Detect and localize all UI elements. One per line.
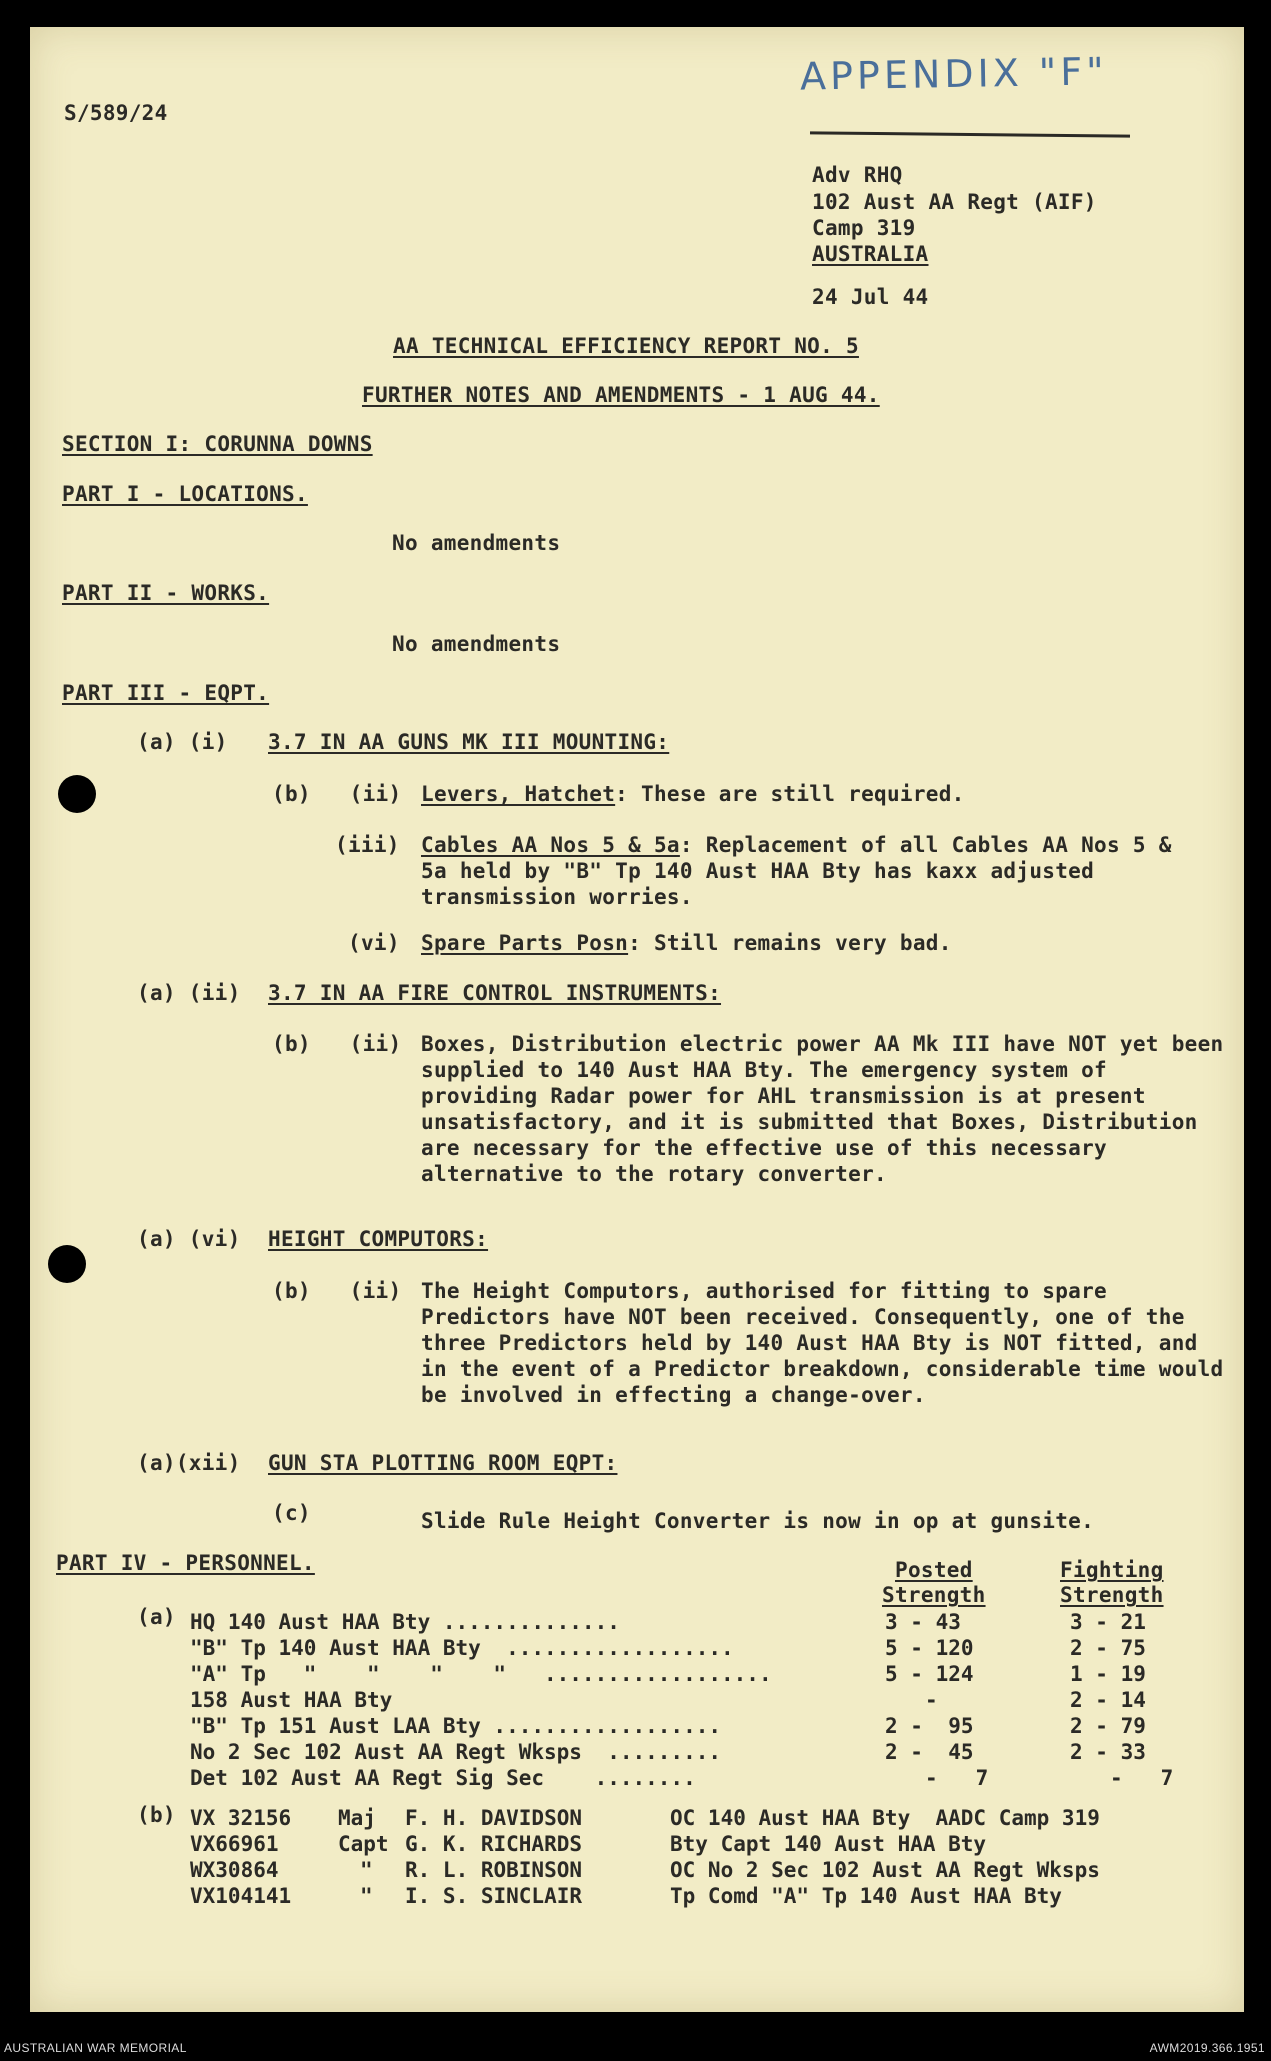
officer-name: G. K. RICHARDS: [405, 1832, 583, 1856]
item-body: The Height Computors, authorised for fitting to spare Predictors have NOT been received. Consequently, one of the three Predictors held by 140 Aust HAA Bty is NOT fitted, and in the event of a Predictor breakdown, considerable time would be involved in effecting a change-over.: [421, 1279, 1224, 1407]
item-body: : These are still required.: [615, 782, 965, 806]
address-line: AUSTRALIA: [812, 242, 929, 266]
item-heading: Spare Parts Posn: [421, 931, 629, 955]
fighting-strength: 1 - 19: [1070, 1662, 1146, 1686]
officer-name: F. H. DAVIDSON: [405, 1806, 583, 1830]
posted-strength: 5 - 124: [885, 1662, 974, 1686]
file-reference: S/589/24: [64, 101, 168, 125]
item-text: [421, 832, 1201, 910]
report-date: 24 Jul 44: [812, 285, 929, 309]
item-text: [421, 781, 965, 807]
unit-name: "B" Tp 151 Aust LAA Bty ..................: [190, 1714, 722, 1738]
posted-strength: 2 - 95: [885, 1714, 974, 1738]
item-body: Slide Rule Height Converter is now in op at gunsite.: [421, 1509, 1095, 1533]
item-label: (a)(xii): [137, 1451, 241, 1475]
part1-text: No amendments: [392, 531, 561, 555]
item-heading: GUN STA PLOTTING ROOM EQPT:: [268, 1451, 618, 1475]
unit-name: Det 102 Aust AA Regt Sig Sec ........: [190, 1766, 696, 1790]
list-item: [190, 1884, 1190, 1910]
punch-hole: [48, 1245, 86, 1283]
item-body: : Still remains very bad.: [628, 931, 952, 955]
officer-role: Tp Comd "A" Tp 140 Aust HAA Bty: [670, 1884, 1062, 1908]
officer-role: Bty Capt 140 Aust HAA Bty: [670, 1832, 987, 1856]
officer-role: OC No 2 Sec 102 Aust AA Regt Wksps: [670, 1858, 1100, 1882]
officer-name: R. L. ROBINSON: [405, 1858, 583, 1882]
unit-name: "B" Tp 140 Aust HAA Bty ..................: [190, 1636, 734, 1660]
address-line: Adv RHQ: [812, 163, 903, 187]
item-label: (c): [272, 1501, 311, 1525]
item-heading: Cables AA Nos 5 & 5a: [421, 833, 680, 857]
part1-heading: PART I - LOCATIONS.: [62, 482, 308, 506]
service-number: VX104141: [190, 1884, 292, 1908]
address-line: Camp 319: [812, 216, 916, 240]
posted-strength: -: [925, 1688, 938, 1712]
item-label: (vi): [348, 931, 400, 955]
fighting-strength: 2 - 75: [1070, 1636, 1146, 1660]
table-row: [190, 1610, 1190, 1636]
part4-heading: PART IV - PERSONNEL.: [56, 1551, 315, 1575]
officer-name: I. S. SINCLAIR: [405, 1884, 583, 1908]
handwritten-appendix-note: APPENDIX "F": [799, 49, 1109, 99]
list-item: [190, 1858, 1190, 1884]
fighting-strength: 2 - 79: [1070, 1714, 1146, 1738]
service-number: VX66961: [190, 1832, 279, 1856]
footer-archive-name: AUSTRALIAN WAR MEMORIAL: [4, 2041, 187, 2055]
posted-strength: - 7: [925, 1766, 989, 1790]
item-heading: Levers, Hatchet: [421, 782, 616, 806]
officer-rank: ": [360, 1858, 373, 1882]
table-row: [190, 1662, 1190, 1688]
item-label: (b): [137, 1803, 176, 1827]
item-label: (b) (ii): [272, 782, 402, 806]
item-heading: HEIGHT COMPUTORS:: [268, 1227, 489, 1251]
section-heading: SECTION I: CORUNNA DOWNS: [62, 432, 373, 456]
officer-rank: Capt: [338, 1832, 389, 1856]
item-label: (b) (ii): [272, 1279, 402, 1303]
officer-rank: ": [360, 1884, 373, 1908]
item-label: (b) (ii): [272, 1032, 402, 1056]
posted-strength: 3 - 43: [885, 1610, 961, 1634]
table-row: [190, 1636, 1190, 1662]
service-number: WX30864: [190, 1858, 279, 1882]
report-subtitle: FURTHER NOTES AND AMENDMENTS - 1 AUG 44.: [362, 383, 880, 407]
part3-heading: PART III - EQPT.: [62, 681, 270, 705]
col-header-fighting: Fighting: [1060, 1558, 1164, 1582]
table-row: [190, 1766, 1190, 1792]
item-body: : Replacement of all Cables AA Nos 5 & 5a held by "B" Tp 140 Aust HAA Bty has kaxx adjusted transmission worries.: [421, 833, 1172, 909]
list-item: [190, 1806, 1190, 1832]
posted-strength: 5 - 120: [885, 1636, 974, 1660]
punch-hole: [58, 775, 96, 813]
table-row: [190, 1740, 1190, 1766]
list-item: [190, 1832, 1190, 1858]
item-label: (a) (vi): [137, 1227, 241, 1251]
unit-name: No 2 Sec 102 Aust AA Regt Wksps .........: [190, 1740, 722, 1764]
col-header-posted: Posted: [895, 1558, 973, 1582]
unit-name: 158 Aust HAA Bty: [190, 1688, 393, 1712]
item-label: (a) (ii): [137, 981, 241, 1005]
unit-name: HQ 140 Aust HAA Bty ..............: [190, 1610, 620, 1634]
service-number: VX 32156: [190, 1806, 292, 1830]
col-header-posted: Strength: [882, 1583, 986, 1607]
fighting-strength: 2 - 14: [1070, 1688, 1146, 1712]
part2-text: No amendments: [392, 632, 561, 656]
fighting-strength: 2 - 33: [1070, 1740, 1146, 1764]
report-title: AA TECHNICAL EFFICIENCY REPORT NO. 5: [393, 334, 859, 358]
fighting-strength: - 7: [1110, 1766, 1174, 1790]
item-label: (a): [137, 1605, 176, 1629]
item-heading: 3.7 IN AA FIRE CONTROL INSTRUMENTS:: [268, 981, 722, 1005]
item-body: Boxes, Distribution electric power AA Mk III have NOT yet been supplied to 140 Aust HAA Bty. The emergency system of providing Radar power for AHL transmission is at present unsatisfactory, and it is submitted that Boxes, Distribution are necessary for the effective use of this necessary alternative to the rotary converter.: [421, 1032, 1224, 1186]
unit-name: "A" Tp " " " " ..................: [190, 1662, 772, 1686]
item-label: (a) (i): [137, 730, 228, 754]
officer-rank: Maj: [338, 1806, 376, 1830]
col-header-fighting: Strength: [1060, 1583, 1164, 1607]
item-text: [421, 930, 952, 956]
fighting-strength: 3 - 21: [1070, 1610, 1146, 1634]
table-row: [190, 1714, 1190, 1740]
part2-heading: PART II - WORKS.: [62, 581, 270, 605]
item-heading: 3.7 IN AA GUNS MK III MOUNTING:: [268, 730, 670, 754]
officer-role: OC 140 Aust HAA Bty AADC Camp 319: [670, 1806, 1100, 1830]
item-label: (iii): [335, 833, 400, 857]
footer-catalogue-number: AWM2019.366.1951: [1149, 2041, 1265, 2055]
posted-strength: 2 - 45: [885, 1740, 974, 1764]
table-row: [190, 1688, 1190, 1714]
address-line: 102 Aust AA Regt (AIF): [812, 190, 1097, 214]
